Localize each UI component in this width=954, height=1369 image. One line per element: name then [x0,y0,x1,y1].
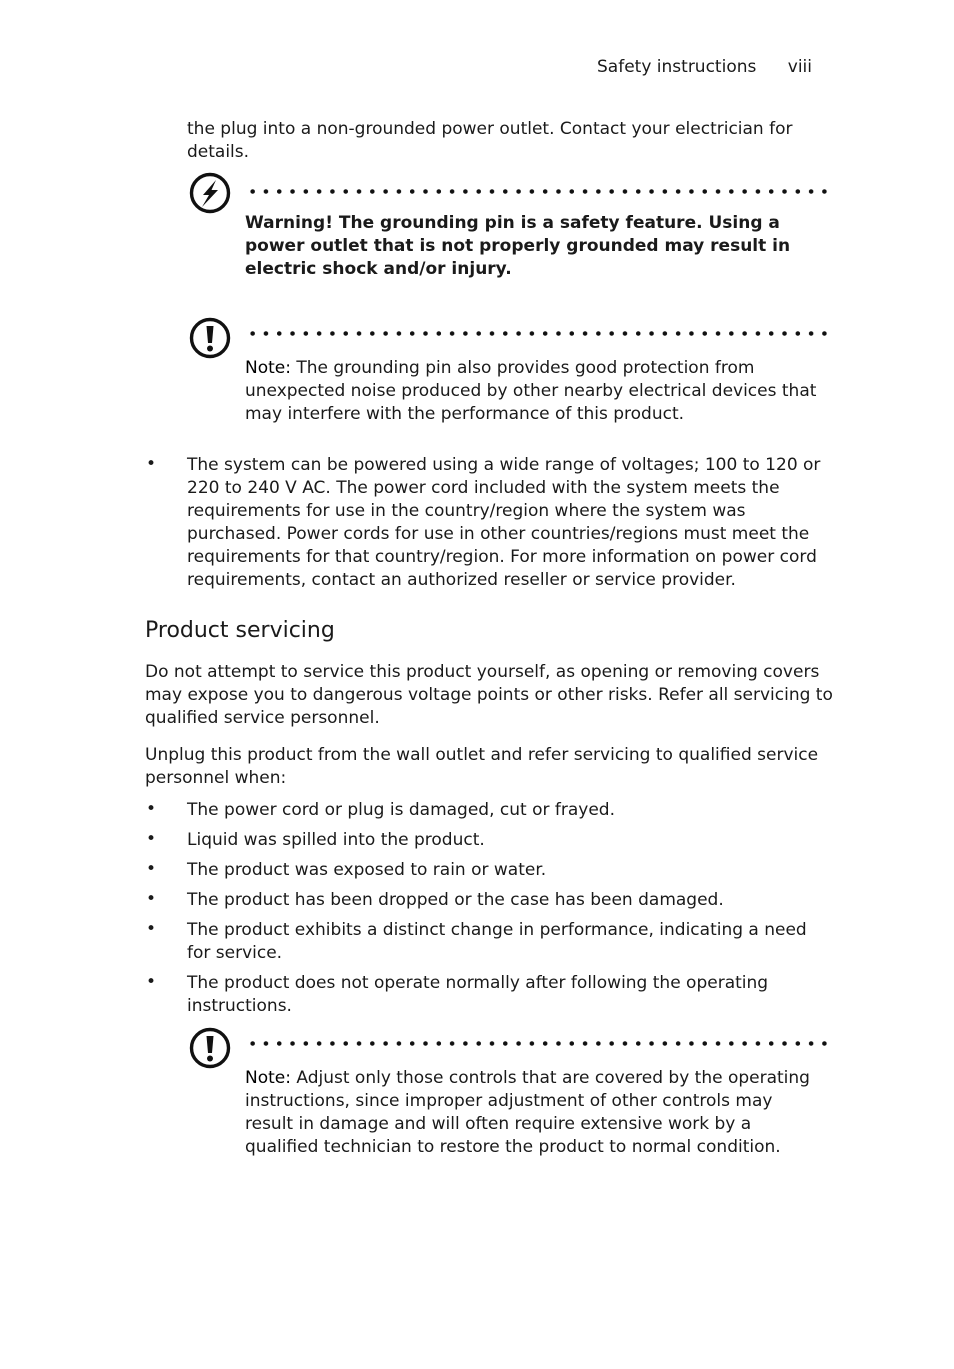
exclamation-note-icon [189,317,231,359]
note-2-divider [246,1041,830,1046]
header-section-title: Safety instructions [597,57,757,77]
list-item: The power cord or plug is damaged, cut or frayed. [187,800,615,820]
warning-text: Warning! The grounding pin is a safety feature. Using a power outlet that is not properly grounded may result in electric shock and/or injury. [245,213,791,279]
bullet-glyph: • [146,799,157,819]
servicing-para-2: Unplug this product from the wall outlet and refer servicing to qualified service personnel when: [145,745,819,788]
servicing-para-1: Do not attempt to service this product yourself, as opening or removing covers may expose you to dangerous voltage points or other risks. Refer all servicing to qualified service personnel. [145,662,833,728]
header-page-number: viii [787,57,812,77]
note-1-label: Note: [245,358,291,378]
note-1-text: The grounding pin also provides good protection from unexpected noise produced by other nearby electrical devices that may interfere with the performance of this product. [245,358,817,424]
bullet-glyph: • [146,859,157,879]
note-2 [245,1067,820,1159]
warning-divider [246,189,830,194]
bullet-glyph: • [146,829,157,849]
lightning-warning-icon [189,172,231,214]
note-1-divider [246,331,830,336]
voltage-bullet-text: The system can be powered using a wide range of voltages; 100 to 120 or 220 to 240 V AC. The power cord included with the system meets the requirements for use in the country/region where the system was purchased. Power cords for use in other countries/regions must meet the requirements for that country/region. For more information on power cord requirements, contact an authorized reseller or service provider. [187,455,821,590]
note-2-text: Adjust only those controls that are covered by the operating instructions, since improper adjustment of other controls may result in damage and will often require extensive work by a qualified technician to restore the product to normal condition. [245,1068,810,1157]
bullet-glyph: • [146,889,157,909]
bullet-glyph: • [146,972,157,992]
list-item: The product does not operate normally after following the operating instructions. [187,973,769,1016]
bullet-glyph: • [146,454,157,474]
page-header [597,56,812,79]
list-item: The product exhibits a distinct change in performance, indicating a need for service. [187,920,807,963]
list-item: Liquid was spilled into the product. [187,830,485,850]
note-2-label: Note: [245,1068,291,1088]
exclamation-note-icon [189,1027,231,1069]
note-1 [245,357,820,426]
section-heading: Product servicing [145,618,335,643]
list-item: The product was exposed to rain or water. [187,860,547,880]
bullet-glyph: • [146,919,157,939]
intro-continuation: the plug into a non-grounded power outlet. Contact your electrician for details. [187,119,793,162]
list-item: The product has been dropped or the case has been damaged. [187,890,724,910]
